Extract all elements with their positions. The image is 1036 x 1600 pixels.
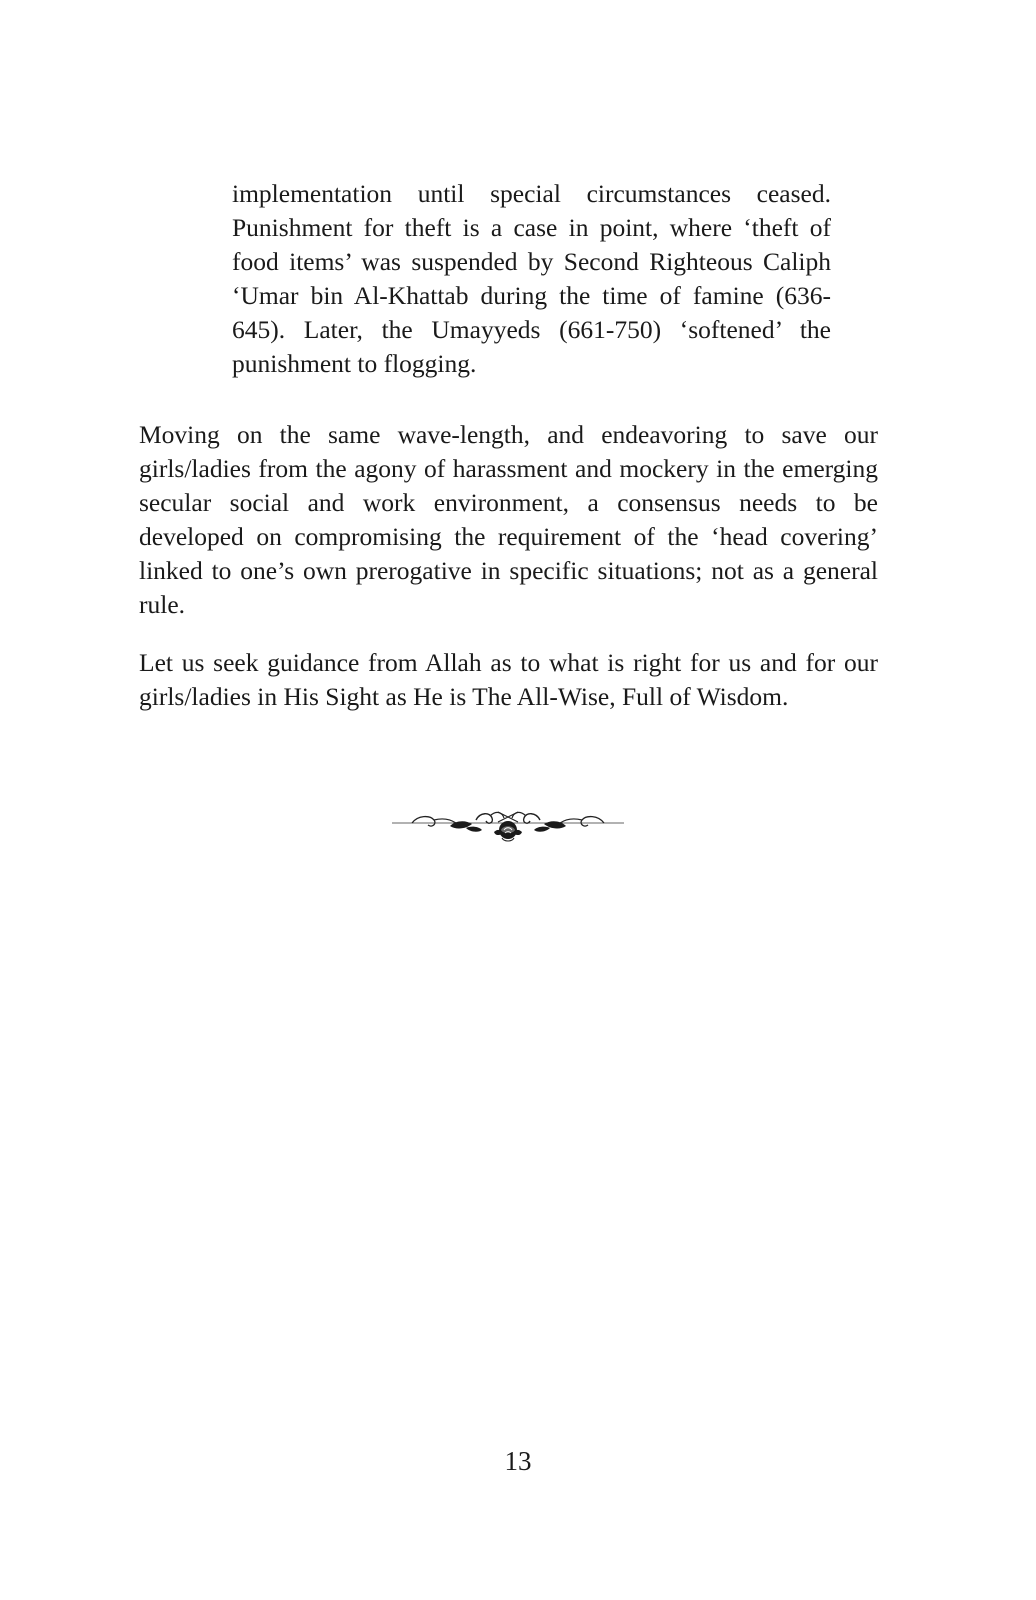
body-paragraph-head-covering: Moving on the same wave-length, and endeavoring to save our girls/ladies from the agony of harassment and mockery in the emerging secular social and work environment, a consensus needs to be developed on compromising the requirement of the ‘head covering’ linked to one’s own prerogative in specific situations; not as a general rule. — [139, 420, 878, 619]
indented-quote-paragraph: implementation until special circumstances ceased. Punishment for theft is a case in point, where ‘theft of food items’ was suspended by Second Righteous Caliph ‘Umar bin Al-Khattab during the time of famine (636-645). Later, the Umayyeds (661-750) ‘softened’ the punishment to flogging. — [232, 179, 831, 378]
page-number: 13 — [504, 1446, 532, 1476]
floral-divider-icon — [390, 806, 626, 846]
body-paragraph-seek-guidance: Let us seek guidance from Allah as to what is right for us and for our girls/ladies in His Sight as He is The All-Wise, Full of Wisdom. — [139, 648, 878, 711]
